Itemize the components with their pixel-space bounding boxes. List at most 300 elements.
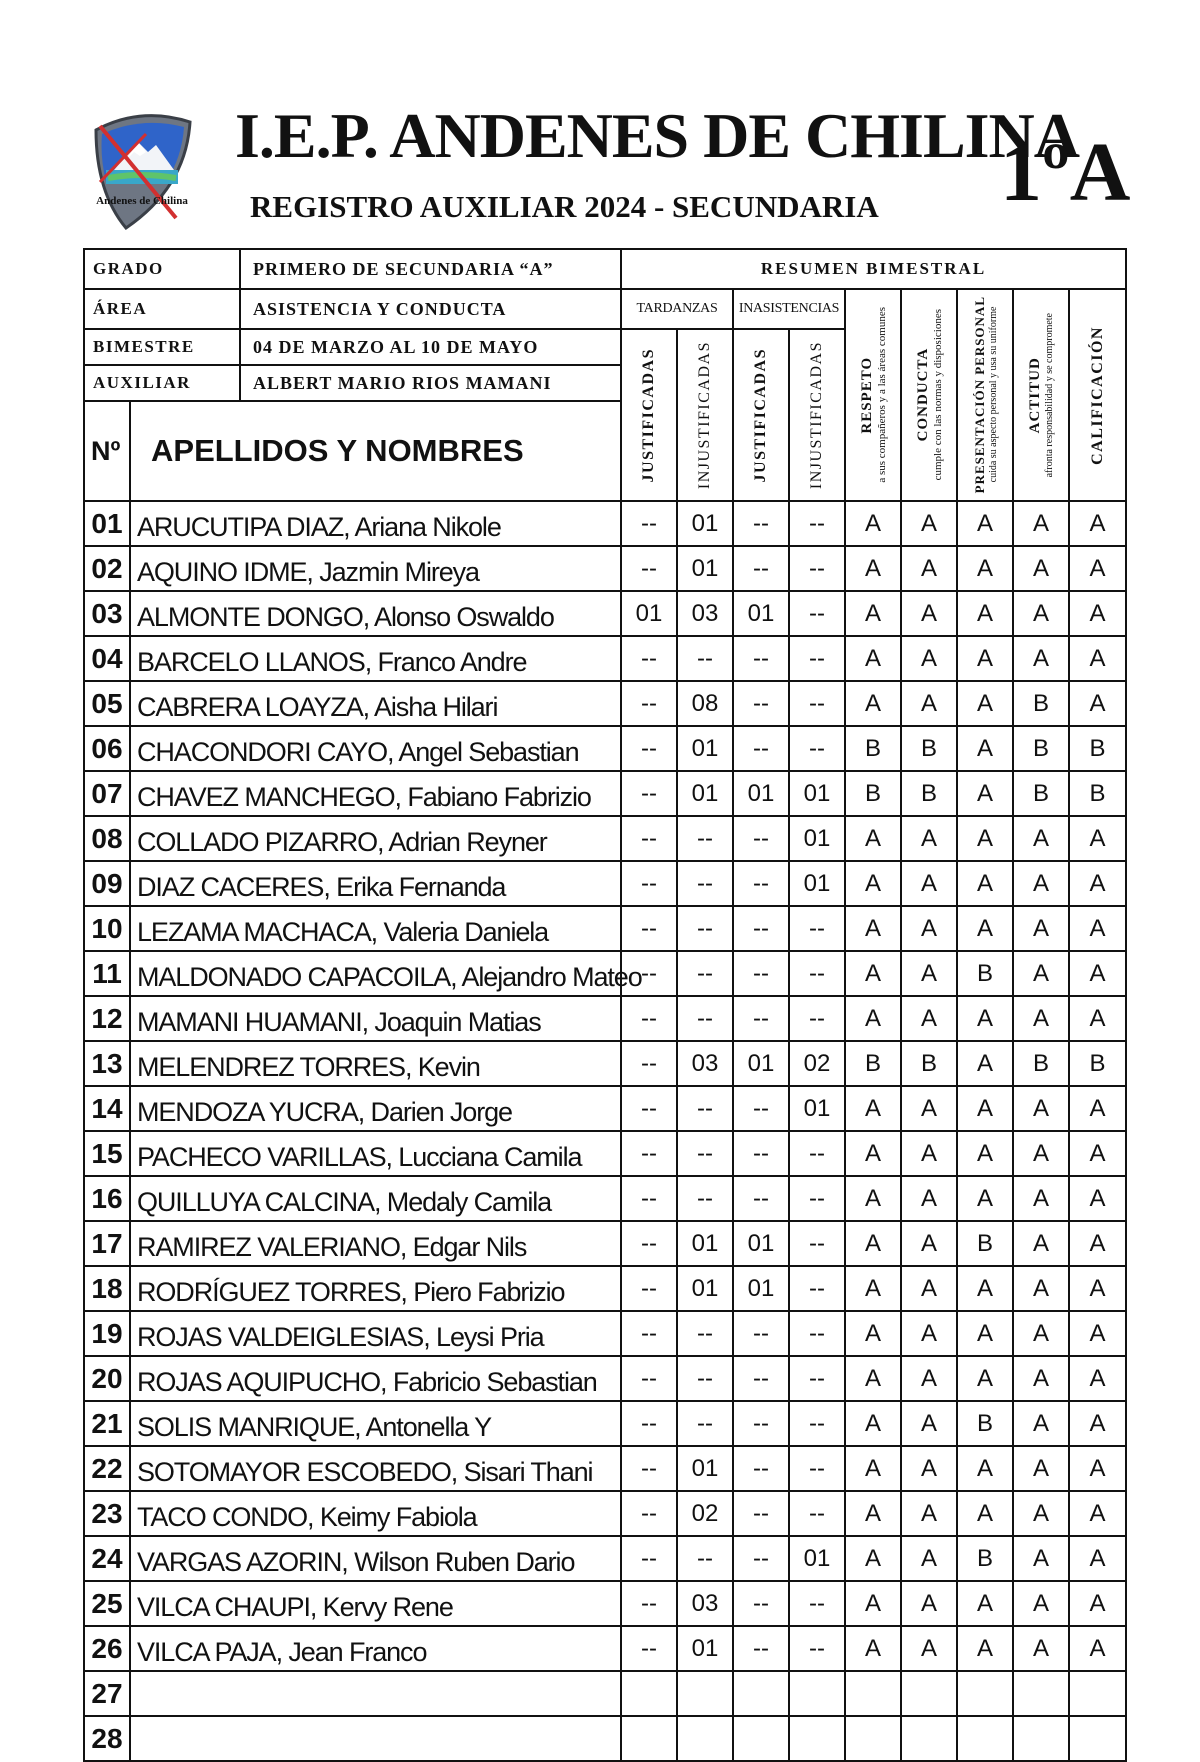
inasistencias-justificadas-cell: -- bbox=[733, 816, 789, 861]
student-surname: LEZAMA MACHACA, bbox=[137, 916, 378, 947]
respeto-cell: A bbox=[845, 906, 901, 951]
student-surname: AQUINO IDME, bbox=[137, 556, 313, 587]
conducta-cell: A bbox=[901, 591, 957, 636]
table-row bbox=[84, 1446, 1126, 1491]
respeto-cell bbox=[845, 1716, 901, 1761]
student-name bbox=[130, 636, 621, 681]
table-row bbox=[84, 636, 1126, 681]
conducta-cell: A bbox=[901, 1311, 957, 1356]
actitud-cell: A bbox=[1013, 1491, 1069, 1536]
student-surname: TACO CONDO, bbox=[137, 1501, 314, 1532]
respeto-cell: A bbox=[845, 1581, 901, 1626]
inasistencias-injustificadas-cell: -- bbox=[789, 546, 845, 591]
student-given-name: Fabiano Fabrizio bbox=[407, 781, 591, 812]
inasistencias-justificadas-cell: 01 bbox=[733, 591, 789, 636]
grado-value: PRIMERO DE SECUNDARIA “A” bbox=[240, 249, 621, 289]
student-name bbox=[130, 1086, 621, 1131]
inasistencias-justificadas-cell: -- bbox=[733, 861, 789, 906]
actitud-cell: A bbox=[1013, 591, 1069, 636]
student-given-name: Edgar Nils bbox=[412, 1231, 527, 1262]
document-subtitle: REGISTRO AUXILIAR 2024 - SECUNDARIA bbox=[250, 189, 879, 224]
presentacion-cell: A bbox=[957, 636, 1013, 681]
student-number: 23 bbox=[84, 1491, 130, 1536]
student-number: 06 bbox=[84, 726, 130, 771]
table-row bbox=[84, 1401, 1126, 1446]
tardanzas-justificadas-cell: -- bbox=[621, 1401, 677, 1446]
student-given-name: Sisari Thani bbox=[463, 1456, 593, 1487]
inasistencias-injustificadas-cell: -- bbox=[789, 681, 845, 726]
inasistencias-injustificadas-cell: -- bbox=[789, 1176, 845, 1221]
actitud-cell: A bbox=[1013, 996, 1069, 1041]
inasistencias-injustificadas-cell: -- bbox=[789, 1401, 845, 1446]
calificacion-cell bbox=[1069, 1716, 1126, 1761]
respeto-cell: B bbox=[845, 771, 901, 816]
presentacion-cell: A bbox=[957, 681, 1013, 726]
inasistencias-justificadas-cell: -- bbox=[733, 1176, 789, 1221]
student-given-name: Fabricio Sebastian bbox=[392, 1366, 597, 1397]
calificacion-cell: A bbox=[1069, 1581, 1126, 1626]
calificacion-cell: A bbox=[1069, 501, 1126, 546]
calificacion-cell: B bbox=[1069, 1041, 1126, 1086]
calificacion-cell: A bbox=[1069, 906, 1126, 951]
respeto-cell: A bbox=[845, 591, 901, 636]
calificacion-cell: A bbox=[1069, 546, 1126, 591]
inasistencias-justificadas-cell: -- bbox=[733, 1491, 789, 1536]
inasistencias-injustificadas-cell: -- bbox=[789, 1221, 845, 1266]
presentacion-cell: B bbox=[957, 1221, 1013, 1266]
inasistencias-injustificadas-cell: 01 bbox=[789, 1536, 845, 1581]
bimestre-value: 04 DE MARZO AL 10 DE MAYO bbox=[240, 329, 621, 365]
student-surname: RAMIREZ VALERIANO, bbox=[137, 1231, 407, 1262]
table-row bbox=[84, 1131, 1126, 1176]
tardanzas-justificadas-cell: -- bbox=[621, 1176, 677, 1221]
calificacion-cell: A bbox=[1069, 1491, 1126, 1536]
bimestre-label: BIMESTRE bbox=[84, 329, 240, 365]
conducta-cell: A bbox=[901, 1446, 957, 1491]
calificacion-cell: A bbox=[1069, 636, 1126, 681]
actitud-cell: A bbox=[1013, 906, 1069, 951]
tardanzas-injustificadas-cell: -- bbox=[677, 861, 733, 906]
student-name bbox=[130, 771, 621, 816]
student-name bbox=[130, 951, 642, 996]
tardanzas-justificadas-cell: -- bbox=[621, 951, 677, 996]
respeto-cell: A bbox=[845, 501, 901, 546]
section-code: 1ºA bbox=[1000, 126, 1131, 219]
tardanzas-justificadas-cell: -- bbox=[621, 771, 677, 816]
inasistencias-injustificadas-cell: -- bbox=[789, 1131, 845, 1176]
respeto-cell: A bbox=[845, 636, 901, 681]
table-row bbox=[84, 1671, 1126, 1716]
table-row bbox=[84, 996, 1126, 1041]
student-name bbox=[130, 1401, 621, 1446]
student-name bbox=[130, 591, 621, 636]
student-name bbox=[130, 1716, 621, 1761]
calificacion-cell: B bbox=[1069, 726, 1126, 771]
student-surname: RODRÍGUEZ TORRES, bbox=[137, 1276, 407, 1307]
student-surname: MENDOZA YUCRA, bbox=[137, 1096, 365, 1127]
student-surname: DIAZ CACERES, bbox=[137, 871, 330, 902]
student-number: 07 bbox=[84, 771, 130, 816]
presentacion-cell: A bbox=[957, 546, 1013, 591]
student-number: 18 bbox=[84, 1266, 130, 1311]
table-row bbox=[84, 726, 1126, 771]
student-name bbox=[130, 1626, 621, 1671]
table-row bbox=[84, 1536, 1126, 1581]
conducta-cell: A bbox=[901, 681, 957, 726]
student-surname: CHACONDORI CAYO, bbox=[137, 736, 394, 767]
student-name bbox=[130, 1446, 621, 1491]
tardanzas-injustificadas-cell: -- bbox=[677, 636, 733, 681]
actitud-cell: A bbox=[1013, 861, 1069, 906]
tardanzas-injustificadas-cell: 02 bbox=[677, 1491, 733, 1536]
student-number: 25 bbox=[84, 1581, 130, 1626]
tardanzas-injustificadas-cell: 01 bbox=[677, 1266, 733, 1311]
table-row bbox=[84, 1266, 1126, 1311]
calificacion-cell: A bbox=[1069, 1311, 1126, 1356]
calificacion-cell: A bbox=[1069, 1131, 1126, 1176]
logo-text: Andenes de Chilina bbox=[96, 195, 188, 207]
inasistencias-justificadas-cell: -- bbox=[733, 1356, 789, 1401]
student-given-name: Lucciana Camila bbox=[398, 1141, 582, 1172]
student-number: 19 bbox=[84, 1311, 130, 1356]
student-surname: MAMANI HUAMANI, bbox=[137, 1006, 369, 1037]
inasistencias-injustificadas-cell: -- bbox=[789, 501, 845, 546]
student-surname: CABRERA LOAYZA, bbox=[137, 691, 370, 722]
conducta-cell: A bbox=[901, 1131, 957, 1176]
conducta-cell: A bbox=[901, 636, 957, 681]
student-surname: ROJAS AQUIPUCHO, bbox=[137, 1366, 387, 1397]
actitud-cell: A bbox=[1013, 546, 1069, 591]
student-number: 04 bbox=[84, 636, 130, 681]
presentacion-cell: A bbox=[957, 1131, 1013, 1176]
tardanzas-justificadas-cell: -- bbox=[621, 636, 677, 681]
school-logo bbox=[86, 112, 198, 232]
tardanzas-justificadas-cell: -- bbox=[621, 906, 677, 951]
student-given-name: Darien Jorge bbox=[370, 1096, 512, 1127]
conducta-cell: A bbox=[901, 1356, 957, 1401]
conducta-cell: A bbox=[901, 1491, 957, 1536]
attendance-register bbox=[83, 248, 1127, 1762]
inasistencias-justificadas-cell: -- bbox=[733, 636, 789, 681]
inasistencias-justificadas-cell: -- bbox=[733, 1311, 789, 1356]
auxiliar-label: AUXILIAR bbox=[84, 365, 240, 401]
tardanzas-injustificadas-cell: 01 bbox=[677, 501, 733, 546]
student-given-name: Adrian Reyner bbox=[388, 826, 547, 857]
table-row bbox=[84, 1716, 1126, 1761]
student-surname: SOTOMAYOR ESCOBEDO, bbox=[137, 1456, 458, 1487]
tardanzas-injustificadas-cell: -- bbox=[677, 1311, 733, 1356]
student-number: 15 bbox=[84, 1131, 130, 1176]
actitud-cell: A bbox=[1013, 1221, 1069, 1266]
actitud-cell: B bbox=[1013, 1041, 1069, 1086]
tardanzas-injustificadas-cell: -- bbox=[677, 996, 733, 1041]
conducta-cell: A bbox=[901, 861, 957, 906]
student-given-name: Kervy Rene bbox=[322, 1591, 453, 1622]
table-row bbox=[84, 771, 1126, 816]
student-number: 08 bbox=[84, 816, 130, 861]
student-given-name: Kevin bbox=[417, 1051, 480, 1082]
inasistencias-justificadas-cell bbox=[733, 1671, 789, 1716]
conducta-cell: A bbox=[901, 501, 957, 546]
student-surname: MALDONADO CAPACOILA, bbox=[137, 961, 457, 992]
student-name bbox=[130, 1356, 621, 1401]
respeto-cell: A bbox=[845, 1086, 901, 1131]
presentacion-cell: A bbox=[957, 591, 1013, 636]
tardanzas-injustificadas-cell: 03 bbox=[677, 1581, 733, 1626]
presentacion-cell: A bbox=[957, 1311, 1013, 1356]
student-number: 09 bbox=[84, 861, 130, 906]
presentacion-cell bbox=[957, 1671, 1013, 1716]
resumen-bimestral-header: RESUMEN BIMESTRAL bbox=[621, 249, 1126, 289]
tardanzas-injustificadas-cell: -- bbox=[677, 951, 733, 996]
table-row bbox=[84, 906, 1126, 951]
student-surname: VILCA CHAUPI, bbox=[137, 1591, 317, 1622]
student-given-name: Angel Sebastian bbox=[398, 736, 579, 767]
conducta-cell: A bbox=[901, 1401, 957, 1446]
student-name bbox=[130, 726, 621, 771]
student-number: 17 bbox=[84, 1221, 130, 1266]
student-given-name: Wilson Ruben Dario bbox=[354, 1546, 575, 1577]
names-column-header: APELLIDOS Y NOMBRES bbox=[130, 401, 621, 501]
inasistencias-injustificadas-cell: 02 bbox=[789, 1041, 845, 1086]
presentacion-cell: A bbox=[957, 501, 1013, 546]
respeto-cell: A bbox=[845, 861, 901, 906]
respeto-cell: A bbox=[845, 681, 901, 726]
actitud-cell: A bbox=[1013, 1446, 1069, 1491]
student-number: 27 bbox=[84, 1671, 130, 1716]
inasistencias-justificadas-cell: -- bbox=[733, 1086, 789, 1131]
tardanzas-justificadas-cell: -- bbox=[621, 816, 677, 861]
presentacion-cell: A bbox=[957, 861, 1013, 906]
table-row bbox=[84, 501, 1126, 546]
inasistencias-justificadas-cell: -- bbox=[733, 726, 789, 771]
student-number: 05 bbox=[84, 681, 130, 726]
tardanzas-justificadas-cell bbox=[621, 1716, 677, 1761]
respeto-header: RESPETO a sus compañeros y a las áreas comunes bbox=[845, 289, 901, 501]
table-row bbox=[84, 546, 1126, 591]
respeto-cell: A bbox=[845, 816, 901, 861]
actitud-cell: A bbox=[1013, 951, 1069, 996]
inasistencias-injustificadas-header: INJUSTIFICADAS bbox=[789, 329, 845, 501]
student-number: 13 bbox=[84, 1041, 130, 1086]
tardanzas-justificadas-cell: -- bbox=[621, 1041, 677, 1086]
calificacion-cell: B bbox=[1069, 771, 1126, 816]
calificacion-cell: A bbox=[1069, 816, 1126, 861]
inasistencias-justificadas-header: JUSTIFICADAS bbox=[733, 329, 789, 501]
auxiliar-value: ALBERT MARIO RIOS MAMANI bbox=[240, 365, 621, 401]
calificacion-cell: A bbox=[1069, 1401, 1126, 1446]
actitud-cell: A bbox=[1013, 1356, 1069, 1401]
student-given-name: Medaly Camila bbox=[386, 1186, 552, 1217]
presentacion-cell: A bbox=[957, 1581, 1013, 1626]
respeto-cell: B bbox=[845, 1041, 901, 1086]
tardanzas-injustificadas-cell: -- bbox=[677, 1536, 733, 1581]
actitud-cell: A bbox=[1013, 1266, 1069, 1311]
calificacion-cell bbox=[1069, 1671, 1126, 1716]
number-column-header: Nº bbox=[84, 401, 130, 501]
inasistencias-justificadas-cell: -- bbox=[733, 1536, 789, 1581]
student-number: 11 bbox=[84, 951, 130, 996]
tardanzas-justificadas-cell: -- bbox=[621, 996, 677, 1041]
student-number: 26 bbox=[84, 1626, 130, 1671]
tardanzas-justificadas-cell: 01 bbox=[621, 591, 677, 636]
presentacion-cell: B bbox=[957, 1536, 1013, 1581]
inasistencias-justificadas-cell: 01 bbox=[733, 1266, 789, 1311]
student-number: 03 bbox=[84, 591, 130, 636]
presentacion-header: PRESENTACIÓN PERSONAL cuida su aspecto personal y usa su uniforme bbox=[957, 289, 1013, 501]
table-row bbox=[84, 1491, 1126, 1536]
conducta-cell: B bbox=[901, 726, 957, 771]
inasistencias-injustificadas-cell bbox=[789, 1671, 845, 1716]
presentacion-cell: A bbox=[957, 1086, 1013, 1131]
student-name bbox=[130, 861, 621, 906]
student-name bbox=[130, 1266, 621, 1311]
actitud-cell: B bbox=[1013, 681, 1069, 726]
conducta-cell: A bbox=[901, 1266, 957, 1311]
tardanzas-justificadas-cell: -- bbox=[621, 1536, 677, 1581]
inasistencias-justificadas-cell: -- bbox=[733, 996, 789, 1041]
student-given-name: Antonella Y bbox=[365, 1411, 491, 1442]
student-given-name: Alejandro Mateo bbox=[461, 961, 642, 992]
inasistencias-injustificadas-cell: -- bbox=[789, 1491, 845, 1536]
tardanzas-injustificadas-cell bbox=[677, 1671, 733, 1716]
respeto-cell: A bbox=[845, 1626, 901, 1671]
student-given-name: Erika Fernanda bbox=[336, 871, 506, 902]
conducta-cell: A bbox=[901, 906, 957, 951]
tardanzas-justificadas-cell: -- bbox=[621, 1086, 677, 1131]
calificacion-cell: A bbox=[1069, 681, 1126, 726]
inasistencias-injustificadas-cell: -- bbox=[789, 951, 845, 996]
inasistencias-injustificadas-cell: -- bbox=[789, 726, 845, 771]
student-number: 20 bbox=[84, 1356, 130, 1401]
presentacion-cell: A bbox=[957, 1041, 1013, 1086]
tardanzas-injustificadas-cell: -- bbox=[677, 906, 733, 951]
tardanzas-injustificadas-cell: 01 bbox=[677, 1446, 733, 1491]
student-number: 16 bbox=[84, 1176, 130, 1221]
calificacion-cell: A bbox=[1069, 951, 1126, 996]
tardanzas-injustificadas-cell: -- bbox=[677, 1401, 733, 1446]
student-given-name: Joaquin Matias bbox=[374, 1006, 541, 1037]
student-given-name: Keimy Fabiola bbox=[319, 1501, 477, 1532]
student-name bbox=[130, 1536, 621, 1581]
student-name bbox=[130, 996, 621, 1041]
tardanzas-injustificadas-cell: -- bbox=[677, 1356, 733, 1401]
respeto-cell: A bbox=[845, 1221, 901, 1266]
tardanzas-justificadas-header: JUSTIFICADAS bbox=[621, 329, 677, 501]
actitud-cell: A bbox=[1013, 816, 1069, 861]
respeto-cell: A bbox=[845, 996, 901, 1041]
student-name bbox=[130, 681, 621, 726]
inasistencias-injustificadas-cell: -- bbox=[789, 636, 845, 681]
student-number: 02 bbox=[84, 546, 130, 591]
actitud-cell: B bbox=[1013, 771, 1069, 816]
actitud-cell: A bbox=[1013, 501, 1069, 546]
student-given-name: Franco Andre bbox=[377, 646, 527, 677]
table-row bbox=[84, 1626, 1126, 1671]
presentacion-cell: A bbox=[957, 1626, 1013, 1671]
respeto-cell: A bbox=[845, 951, 901, 996]
actitud-cell: A bbox=[1013, 1086, 1069, 1131]
student-name bbox=[130, 546, 621, 591]
inasistencias-justificadas-cell: 01 bbox=[733, 1221, 789, 1266]
inasistencias-injustificadas-cell: 01 bbox=[789, 1086, 845, 1131]
inasistencias-injustificadas-cell: -- bbox=[789, 906, 845, 951]
actitud-cell bbox=[1013, 1716, 1069, 1761]
student-number: 01 bbox=[84, 501, 130, 546]
table-row bbox=[84, 951, 1126, 996]
respeto-cell: A bbox=[845, 546, 901, 591]
calificacion-cell: A bbox=[1069, 591, 1126, 636]
inasistencias-injustificadas-cell: -- bbox=[789, 591, 845, 636]
grado-label: GRADO bbox=[84, 249, 240, 289]
actitud-header: ACTITUD afronta responsabilidad y se compromete bbox=[1013, 289, 1069, 501]
student-surname: ROJAS VALDEIGLESIAS, bbox=[137, 1321, 430, 1352]
conducta-cell: B bbox=[901, 771, 957, 816]
tardanzas-injustificadas-cell: 01 bbox=[677, 726, 733, 771]
inasistencias-justificadas-cell: -- bbox=[733, 1401, 789, 1446]
area-value: ASISTENCIA Y CONDUCTA bbox=[240, 289, 621, 329]
student-surname: ARUCUTIPA DIAZ, bbox=[137, 511, 350, 542]
tardanzas-injustificadas-cell: 01 bbox=[677, 771, 733, 816]
inasistencias-justificadas-cell: -- bbox=[733, 501, 789, 546]
conducta-cell: A bbox=[901, 1626, 957, 1671]
conducta-cell: A bbox=[901, 1581, 957, 1626]
tardanzas-justificadas-cell: -- bbox=[621, 1221, 677, 1266]
inasistencias-injustificadas-cell: -- bbox=[789, 1356, 845, 1401]
respeto-cell: A bbox=[845, 1131, 901, 1176]
actitud-cell: A bbox=[1013, 1401, 1069, 1446]
student-name bbox=[130, 816, 621, 861]
presentacion-cell: B bbox=[957, 1401, 1013, 1446]
student-given-name: Aisha Hilari bbox=[374, 691, 498, 722]
presentacion-cell: A bbox=[957, 1176, 1013, 1221]
student-name bbox=[130, 1671, 621, 1716]
student-surname: CHAVEZ MANCHEGO, bbox=[137, 781, 401, 812]
calificacion-cell: A bbox=[1069, 1266, 1126, 1311]
student-name bbox=[130, 1221, 621, 1266]
inasistencias-header: INASISTENCIAS bbox=[733, 289, 845, 329]
student-number: 28 bbox=[84, 1716, 130, 1761]
actitud-cell: A bbox=[1013, 1626, 1069, 1671]
presentacion-cell bbox=[957, 1716, 1013, 1761]
respeto-cell: B bbox=[845, 726, 901, 771]
presentacion-cell: A bbox=[957, 771, 1013, 816]
tardanzas-injustificadas-cell bbox=[677, 1716, 733, 1761]
tardanzas-justificadas-cell: -- bbox=[621, 681, 677, 726]
conducta-cell: A bbox=[901, 996, 957, 1041]
inasistencias-injustificadas-cell: -- bbox=[789, 996, 845, 1041]
inasistencias-injustificadas-cell: -- bbox=[789, 1311, 845, 1356]
table-row bbox=[84, 1086, 1126, 1131]
inasistencias-injustificadas-cell: 01 bbox=[789, 816, 845, 861]
student-given-name: Alonso Oswaldo bbox=[374, 601, 554, 632]
calificacion-cell: A bbox=[1069, 996, 1126, 1041]
tardanzas-justificadas-cell: -- bbox=[621, 726, 677, 771]
inasistencias-injustificadas-cell: 01 bbox=[789, 861, 845, 906]
inasistencias-justificadas-cell: -- bbox=[733, 951, 789, 996]
conducta-cell bbox=[901, 1716, 957, 1761]
student-name bbox=[130, 1491, 621, 1536]
conducta-cell: A bbox=[901, 1536, 957, 1581]
conducta-cell bbox=[901, 1671, 957, 1716]
student-name bbox=[130, 906, 621, 951]
student-number: 10 bbox=[84, 906, 130, 951]
tardanzas-justificadas-cell: -- bbox=[621, 546, 677, 591]
actitud-cell: A bbox=[1013, 1581, 1069, 1626]
student-name bbox=[130, 501, 621, 546]
tardanzas-justificadas-cell: -- bbox=[621, 861, 677, 906]
respeto-cell: A bbox=[845, 1446, 901, 1491]
